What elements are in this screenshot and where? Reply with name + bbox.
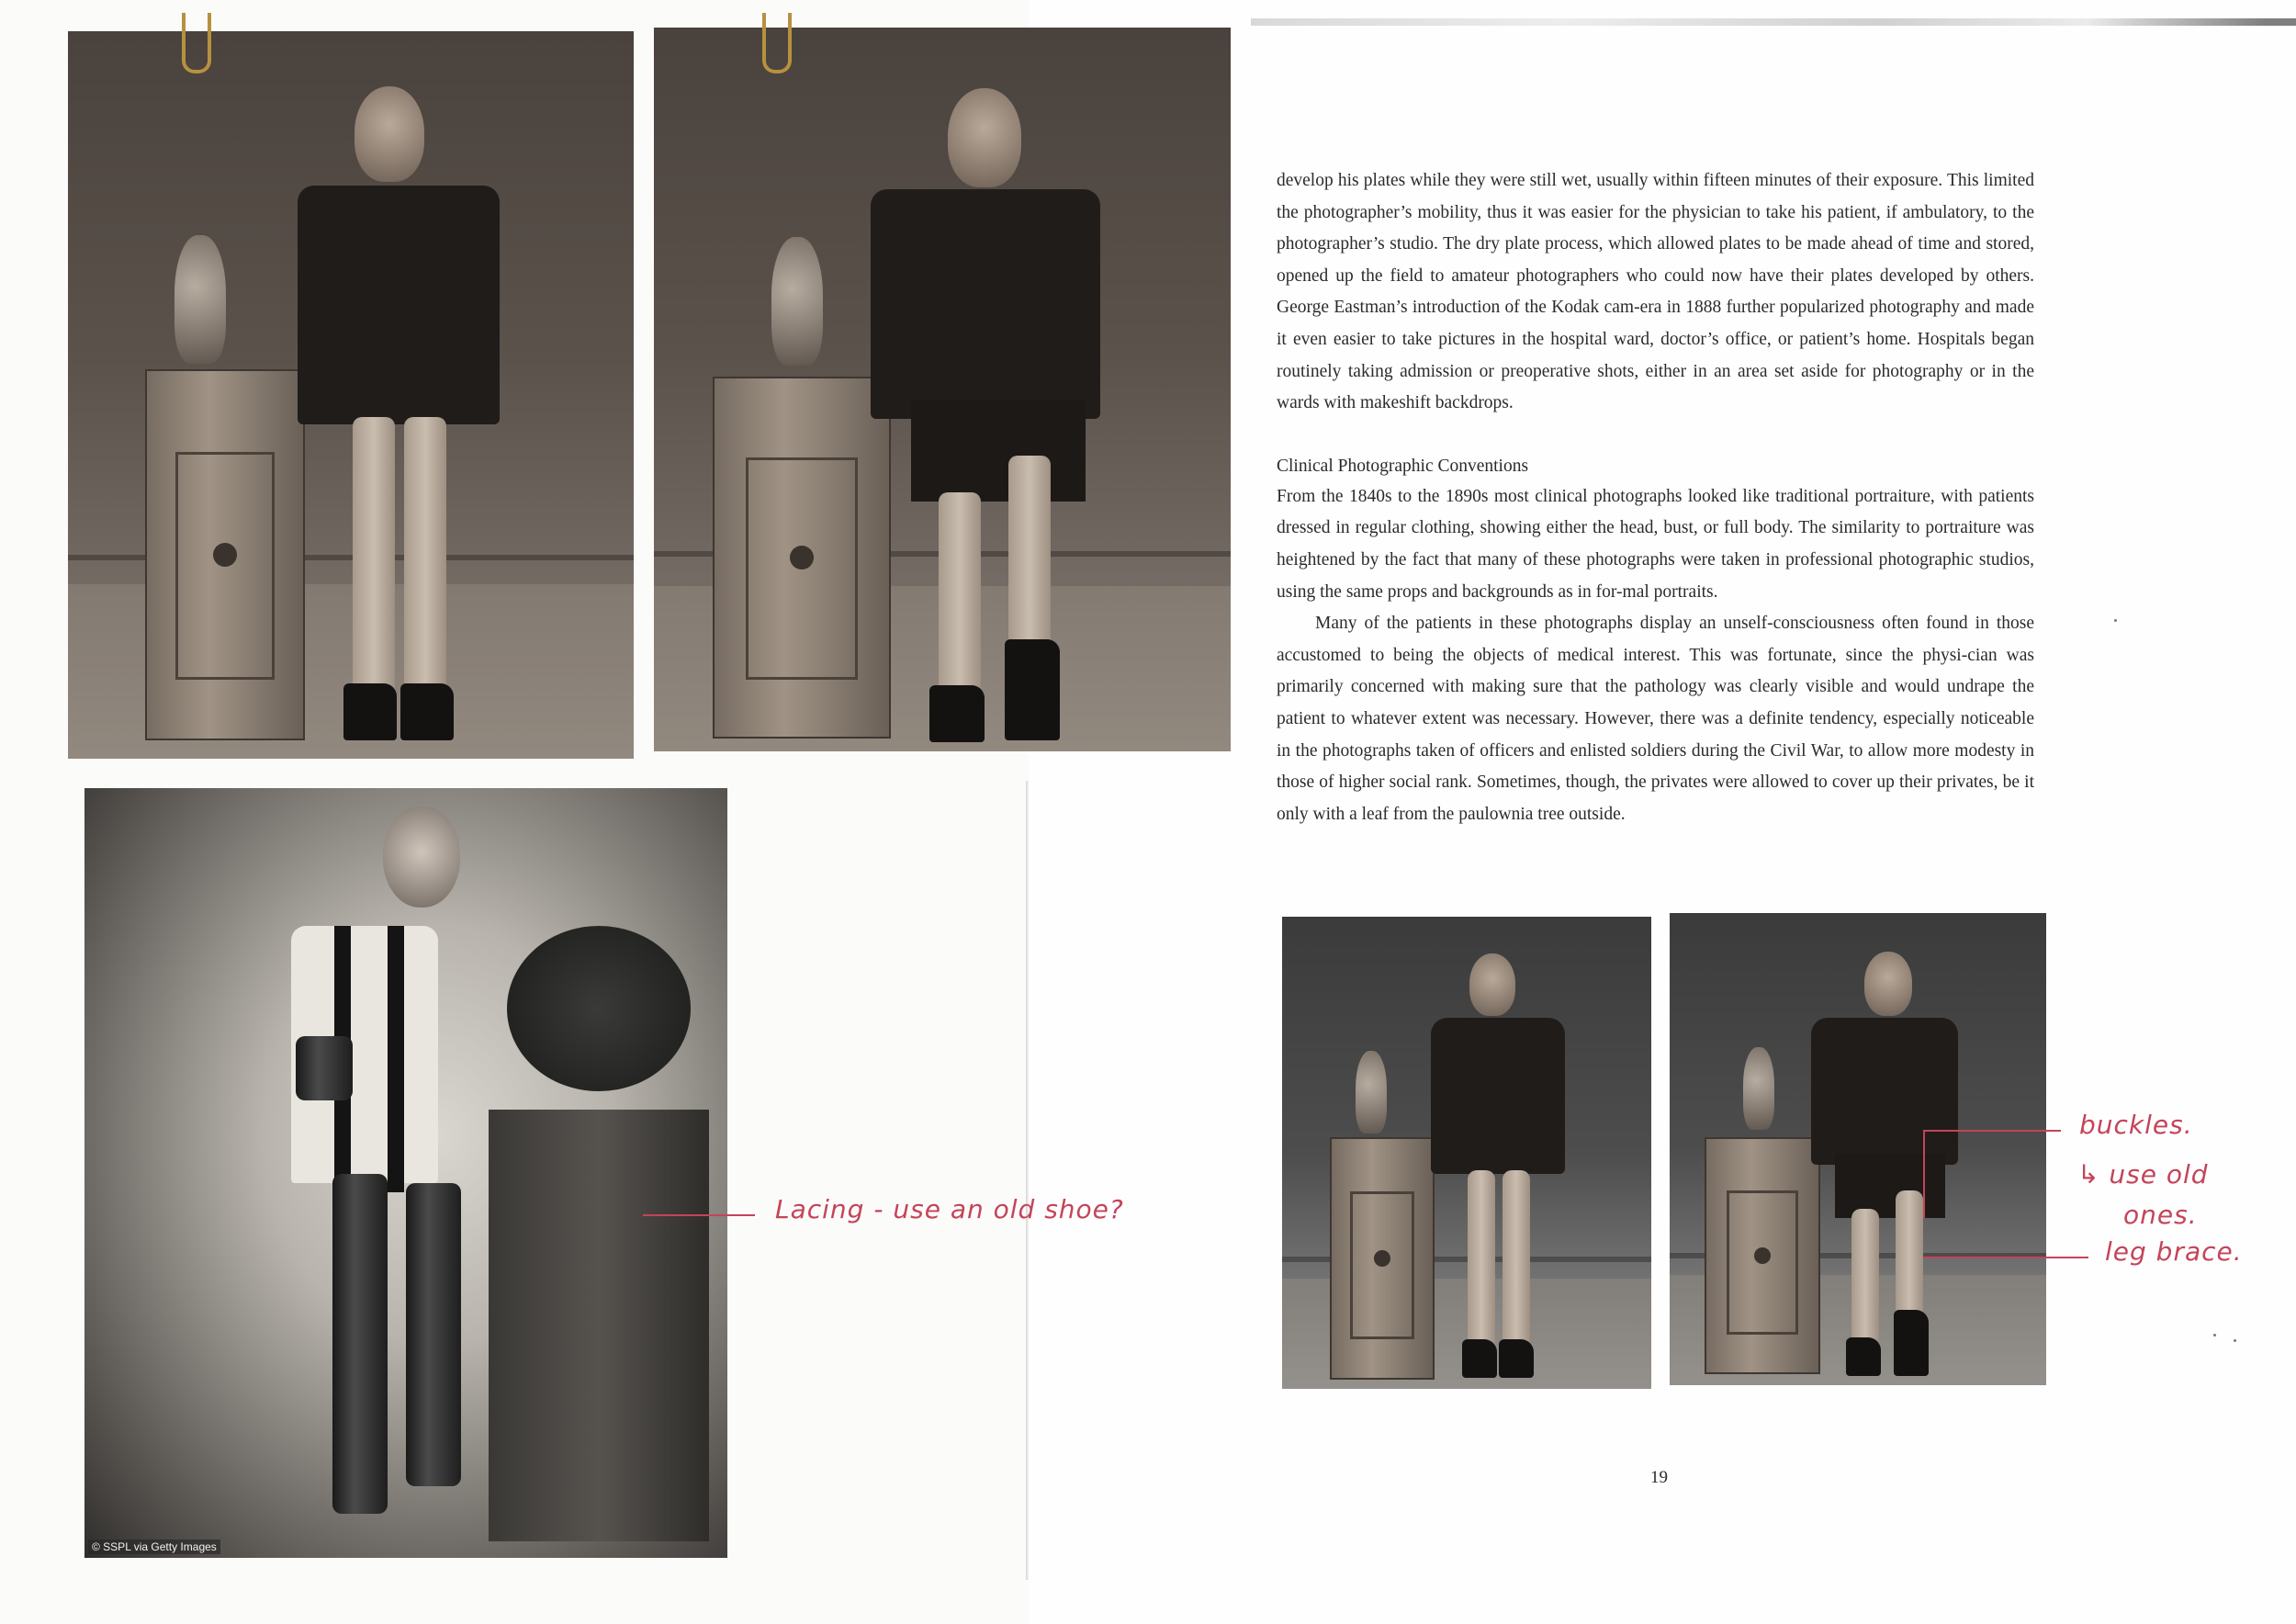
photo-boy-prosthetic-legs — [84, 788, 727, 1558]
scan-speck — [2213, 1334, 2216, 1336]
annotation-buckles: buckles. — [2079, 1110, 2193, 1140]
paragraph-patients: Many of the patients in these photographs display an unself-consciousness often found in those accustomed to being the objects of medical interest. This was fortunate, since the physi-cian was primarily concerned with making sure that the pathology was clearly visible and would undrape the patient to whatever extent was necessary. However, there was a definite tendency, especially noticeable in the photographs taken of officers and enlisted soldiers during the Civil War, to allow more modesty in those of higher social rank. Sometimes, though, the privates were allowed to cover up their privates, be it only with a leaf from the paulownia tree outside. — [1277, 614, 2034, 824]
patient-figure — [1396, 953, 1598, 1385]
paragraph-plates: develop his plates while they were still wet, usually within fifteen minutes of their exposure. This limited the photographer’s mobility, thus it was easier for the physician to take his patient, if ambulatory, to the photographer’s studio. The dry plate process, which allowed plates to be made ahead of time and stored, opened up the field to amateur photographers who could now have their plates developed by others. George Eastman’s introduction of the Kodak cam-era in 1888 further popularized photography and made it even easier to take pictures in the hospital ward, doctor’s office, or patient’s home. Hospitals began routinely taking admission or preoperative shots, either in an area set aside for photography or in the wards with makeshift backdrops. — [1277, 171, 2034, 413]
paperclip — [762, 13, 792, 73]
annotation-pointer-lacing — [643, 1214, 755, 1216]
annotation-ones: ones. — [2123, 1200, 2198, 1230]
photo-patient-standing-braced — [654, 28, 1231, 751]
page-number: 19 — [1650, 1468, 1668, 1487]
paragraph-conventions: From the 1840s to the 1890s most clinical photographs looked like traditional portraiture, with patients dressed in regular clothing, showing either the head, bust, or full body. The similarity to portraiture was heightened by the fact that many of these photographs were taken in professional photographic studios, using the same props and backgrounds as in for-mal portraits. — [1277, 486, 2034, 602]
photo-patient-standing-unbraced — [68, 31, 634, 759]
annotation-leg-brace: leg brace. — [2105, 1236, 2243, 1267]
patient-figure — [242, 86, 546, 748]
annotation-lacing: Lacing - use an old shoe? — [775, 1194, 1124, 1224]
patient-figure — [856, 88, 1159, 750]
paperclip — [182, 13, 211, 73]
vase — [174, 235, 226, 364]
annotation-pointer-leg-brace — [1923, 1257, 2088, 1258]
vase — [1743, 1047, 1774, 1130]
vase — [771, 237, 823, 366]
scan-speck — [2114, 619, 2117, 622]
patient-figure — [1798, 952, 2009, 1383]
photo-credit: © SSPL via Getty Images — [88, 1539, 220, 1554]
section-heading: Clinical Photographic Conventions — [1277, 456, 1529, 476]
vase — [1356, 1051, 1387, 1133]
book-spine — [1026, 781, 1029, 1580]
annotation-pointer-buckles — [1923, 1130, 2061, 1132]
scan-speck — [2234, 1339, 2236, 1342]
body-text — [1277, 165, 2034, 830]
annotation-bracket-buckles — [1923, 1130, 1925, 1218]
photo-small-unbraced — [1282, 917, 1651, 1389]
annotation-use-old: ↳ use old — [2077, 1159, 2209, 1190]
photo-small-braced — [1670, 913, 2046, 1385]
scan-edge-strip — [1251, 18, 2296, 26]
